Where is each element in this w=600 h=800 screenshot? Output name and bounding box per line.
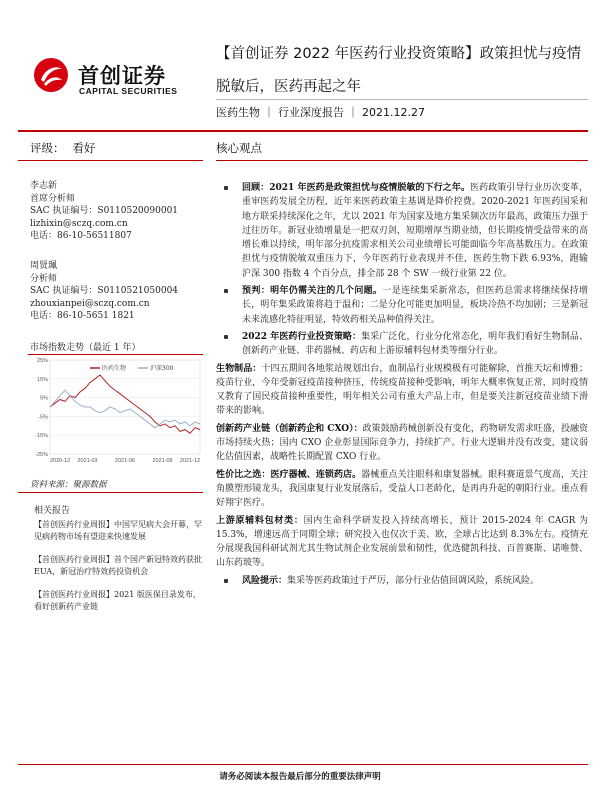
y-tick-label: 15% <box>36 376 48 383</box>
y-tick-label: -5% <box>38 414 48 421</box>
analyst-card <box>30 260 178 323</box>
bullet-icon <box>224 579 228 583</box>
analyst-name: 周贤珮 <box>30 261 58 271</box>
top-red-rule <box>18 130 588 132</box>
series-line <box>50 375 200 433</box>
analyst-email[interactable]: zhouxianpei@sczq.com.cn <box>30 298 150 309</box>
legend-label: 沪深300 <box>150 365 174 372</box>
point-review <box>216 181 588 281</box>
analyst-sac: SAC 执证编号：S0110521050004 <box>30 286 179 297</box>
point-lead: 预判：明年仍需关注的几个问题。 <box>242 286 383 297</box>
point-text: 医药政策引导行业历次变革，重审医药发展全历程，近年来医药政策主基调是降价控费。2020-2021 年医药国采和地方联采持续深化之年，尤以 2021 年为国家及地方集采频次历年最高，政策压力强于过往历年。新冠业绩增量是一把双刃剑，短期增厚当期业绩，但长期疫情受益带来的高增长难以持续，明年部分抗疫需求相关公司业绩增长可能面临今年高基数压力。在政策担忧与疫情脱敏双重压力下，今年医药行业表现并不佳，医药生物下跌 6.93%，跑输沪深 300 指数 4 个百分点，排全部 28 个 SW 一级行业第 22 位。 <box>242 183 588 279</box>
related-reports-title: 相关报告 <box>34 506 71 516</box>
analyst-phone: 电话：86-10-56511807 <box>30 231 132 242</box>
series-line <box>50 390 200 428</box>
point-innovation <box>216 422 588 465</box>
point-text: 器械重点关注眼科和康复器械。眼科赛道景气度高，关注角膜塑形镜龙头，我国康复行业发展落后，受益人口老龄化，是再冉升起的朝阳行业。重点看好翔宇医疗。 <box>216 469 588 509</box>
y-tick-label: -15% <box>35 433 48 440</box>
core-views-body <box>216 181 588 591</box>
rating-label: 评级： <box>30 141 65 155</box>
chart-rule <box>28 354 203 355</box>
y-tick-label: 5% <box>40 395 48 402</box>
point-text: 集采广泛化，行业分化常态化，明年我们看好生物制品、创新药产业链、非药器械、药店和上游原辅料包材类等细分行业。 <box>242 331 588 357</box>
left-red-rule <box>18 160 203 161</box>
related-report-link[interactable]: 【首创医药行业周报】首个国产新冠特效药获批 EUA，新冠治疗特效药投资机会 <box>34 555 202 576</box>
analyst-sac: SAC 执证编号：S0110520090001 <box>30 206 179 217</box>
capital-securities-logo-icon <box>32 56 70 94</box>
x-tick-label: 2021-09 <box>152 458 173 464</box>
point-lead: 性价比之选：医疗器械、连锁药店。 <box>216 469 362 480</box>
logo-cn-text: 首创证券 <box>78 64 166 88</box>
point-upstream <box>216 514 588 571</box>
analyst-phone: 电话：86-10-5651 1821 <box>30 311 135 322</box>
point-text: 一是连续集采新常态，但医药总需求将继续保持增长，明年集采政策将趋于温和；二是分化可能更加明显，板块冷热不均加剧；三是新冠未来流感化特征明显，特效药相关品种值得关注。 <box>242 286 588 325</box>
chart-source: 资料来源：聚源数据 <box>30 480 107 490</box>
point-forecast <box>216 284 588 327</box>
header-divider <box>216 99 588 100</box>
point-text: 政策鼓励药械创新没有变化，药物研发需求旺盛，投融资市场持续火热；国内 CXO 企业彰显国际竞争力，持续扩产。行业大逻辑并没有改变，建议弱化估值因素，战略性长期配置 CXO 行业。 <box>216 423 588 463</box>
point-lead: 风险提示： <box>242 575 288 586</box>
plot-frame <box>50 360 200 454</box>
point-text: 集采等医药政策过于严厉，部分行业估值回调风险，系统风险。 <box>287 575 540 586</box>
analyst-card <box>30 180 178 243</box>
bullet-icon <box>224 289 228 293</box>
point-value <box>216 468 588 511</box>
x-tick-label: 2021-12 <box>179 458 200 464</box>
report-title: 【首创证券 2022 年医药行业投资策略】政策担忧与疫情脱敏后，医药再起之年 <box>216 46 582 95</box>
legend-label: 医药生物 <box>102 365 127 372</box>
rating <box>30 140 96 156</box>
point-lead: 2022 年医药行业投资策略： <box>242 331 362 342</box>
chart-title: 市场指数走势（最近 1 年） <box>30 343 141 353</box>
x-tick-label: 2020-12 <box>50 458 71 464</box>
analyst-role: 首席分析师 <box>30 193 76 204</box>
rating-value: 看好 <box>72 141 96 155</box>
point-risk <box>216 574 588 588</box>
point-strategy <box>216 330 588 359</box>
right-red-rule <box>216 160 588 161</box>
point-lead: 创新药产业链（创新药企和 CXO）： <box>216 423 363 434</box>
point-text: 国内生命科学研发投入持续高增长，预计 2015-2024 年 CAGR 为 15.3%，增速远高于同期全球；研究投入也仅次于美、欧，全球占比达到 8.3%左右。疫情充分展现我国科研试剂尤其生物试剂企业发展前景和韧性，优选健凯科技、百普赛斯、诺唯赞、山东药玻等。 <box>216 515 588 569</box>
point-biologics <box>216 362 588 419</box>
y-tick-label: 25% <box>36 358 48 364</box>
point-text: 十四五期间各地浆站规划出台，血制品行业规模极有可能解除，首推天坛和博雅；疫苗行业，今年受新冠疫苗接种挤压，传统疫苗接种受影响，明年大概率恢复正常，同时疫情又教育了国民疫苗接种重要性，明年相关公司有重大产品上市，但是要关注新冠疫苗业绩下滑带来的影响。 <box>216 363 588 417</box>
point-lead: 生物制品： <box>216 363 262 374</box>
core-views-title: 核心观点 <box>216 141 262 155</box>
footer-disclaimer: 请务必阅读本报告最后部分的重要法律声明 <box>219 772 381 782</box>
report-subtitle: 医药生物 ｜ 行业深度报告 ｜ 2021.12.27 <box>216 106 425 119</box>
bullet-icon <box>224 335 228 339</box>
market-index-chart <box>28 356 203 472</box>
point-lead: 上游原辅料包材类： <box>216 515 304 526</box>
y-tick-label: -25% <box>35 452 48 458</box>
related-report-link[interactable]: 【首创医药行业周报】中国罕见病大会开幕，罕见病药物市场有望迎来快速发展 <box>34 520 202 541</box>
related-report-link[interactable]: 【首创医药行业周报】2021 版医保目录发布，看好创新药产业链 <box>34 590 201 611</box>
footer-rule <box>18 764 588 765</box>
left-red-rule-2 <box>18 492 203 493</box>
company-logo <box>24 48 204 108</box>
logo-en-text: CAPITAL SECURITIES <box>79 86 178 96</box>
bullet-icon <box>224 186 228 190</box>
x-tick-label: 2021-03 <box>77 458 98 464</box>
analyst-name: 李志新 <box>30 181 58 191</box>
analyst-email[interactable]: lizhixin@sczq.com.cn <box>30 218 128 229</box>
point-lead: 回顾：2021 年医药是政策担忧与疫情脱敏的下行之年。 <box>242 183 471 193</box>
analyst-role: 分析师 <box>30 273 58 284</box>
x-tick-label: 2021-06 <box>114 458 136 464</box>
